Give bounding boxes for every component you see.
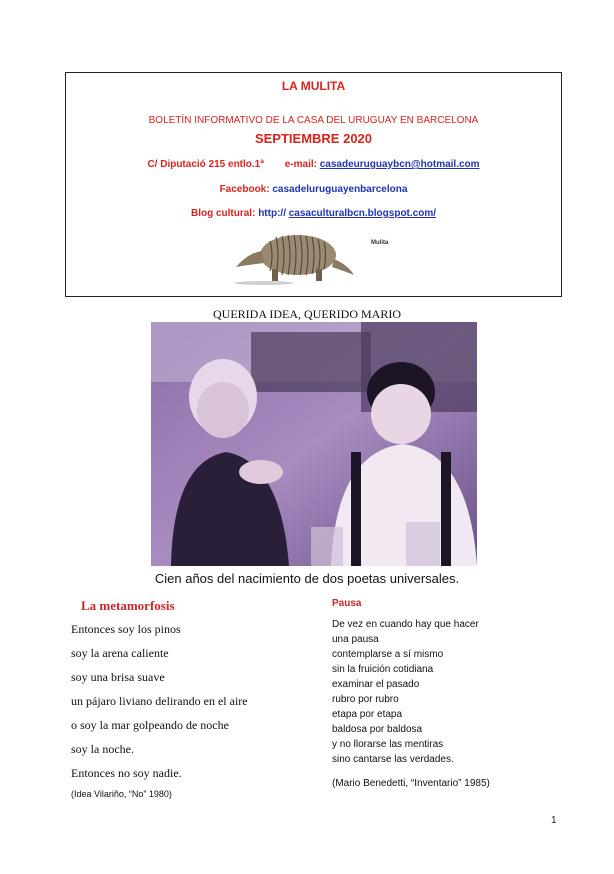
poets-photo: [151, 322, 477, 566]
masthead-box: [65, 72, 562, 297]
address-text: C/ Diputació 215 entlo.1ª: [147, 159, 264, 170]
blog-prefix: http://: [258, 208, 286, 219]
address-line: [66, 159, 561, 170]
poem-right-line: sin la fruición cotidiana: [332, 664, 434, 675]
poets-photo-image: [151, 322, 477, 566]
poem-left-line: un pájaro liviano delirando en el aire: [71, 694, 248, 708]
poem-right-line: contemplarse a sí mismo: [332, 649, 444, 660]
photo-caption: Cien años del nacimiento de dos poetas universales.: [154, 571, 460, 586]
email-label: e-mail:: [284, 159, 317, 170]
armadillo-logo-icon: [226, 225, 356, 289]
blog-link[interactable]: casaculturalbcn.blogspot.com/: [288, 208, 437, 219]
masthead-subtitle: BOLETÍN INFORMATIVO DE LA CASA DEL URUGUAY EN BARCELONA: [148, 115, 479, 126]
logo-label: Mulita: [371, 240, 389, 246]
poem-left-line: Entonces no soy nadie.: [71, 766, 182, 780]
poem-left-line: soy una brisa suave: [71, 670, 165, 684]
poem-left-line: Entonces soy los pinos: [71, 622, 181, 636]
poem-right-line: De vez en cuando hay que hacer: [332, 619, 479, 630]
poem-right-line: sino cantarse las verdades.: [332, 754, 454, 765]
facebook-handle[interactable]: casadeluruguayenbarcelona: [272, 184, 408, 195]
poem-right-line: una pausa: [332, 634, 379, 645]
poem-right-title: Pausa: [332, 598, 362, 609]
poem-right-line: examinar el pasado: [332, 679, 420, 690]
poem-left-line: soy la arena caliente: [71, 646, 169, 660]
poem-right-source: (Mario Benedetti, “Inventario” 1985): [332, 778, 490, 789]
email-link[interactable]: casadeuruguaybcn@hotmail.com: [319, 159, 480, 170]
poem-left: [71, 598, 321, 799]
poem-left-title: La metamorfosis: [81, 598, 175, 613]
page-number: 1: [551, 815, 557, 826]
poem-right: [332, 598, 582, 791]
poem-right-line: y no llorarse las mentiras: [332, 739, 444, 750]
facebook-label: Facebook:: [219, 184, 270, 195]
facebook-line: [66, 184, 561, 195]
poem-right-line: baldosa por baldosa: [332, 724, 423, 735]
poem-right-line: rubro por rubro: [332, 694, 399, 705]
poem-left-source: (Idea Vilariño, “No” 1980): [71, 789, 172, 799]
masthead-title: LA MULITA: [281, 79, 346, 93]
blog-line: [66, 208, 561, 219]
poem-right-line: etapa por etapa: [332, 709, 403, 720]
masthead-month: SEPTIEMBRE 2020: [254, 131, 373, 146]
poem-left-line: soy la noche.: [71, 742, 134, 756]
poem-left-line: o soy la mar golpeando de noche: [71, 718, 229, 732]
poem-right-body: [332, 617, 582, 767]
article-title: QUERIDA IDEA, QUERIDO MARIO: [213, 307, 401, 321]
blog-label: Blog cultural:: [190, 208, 256, 219]
